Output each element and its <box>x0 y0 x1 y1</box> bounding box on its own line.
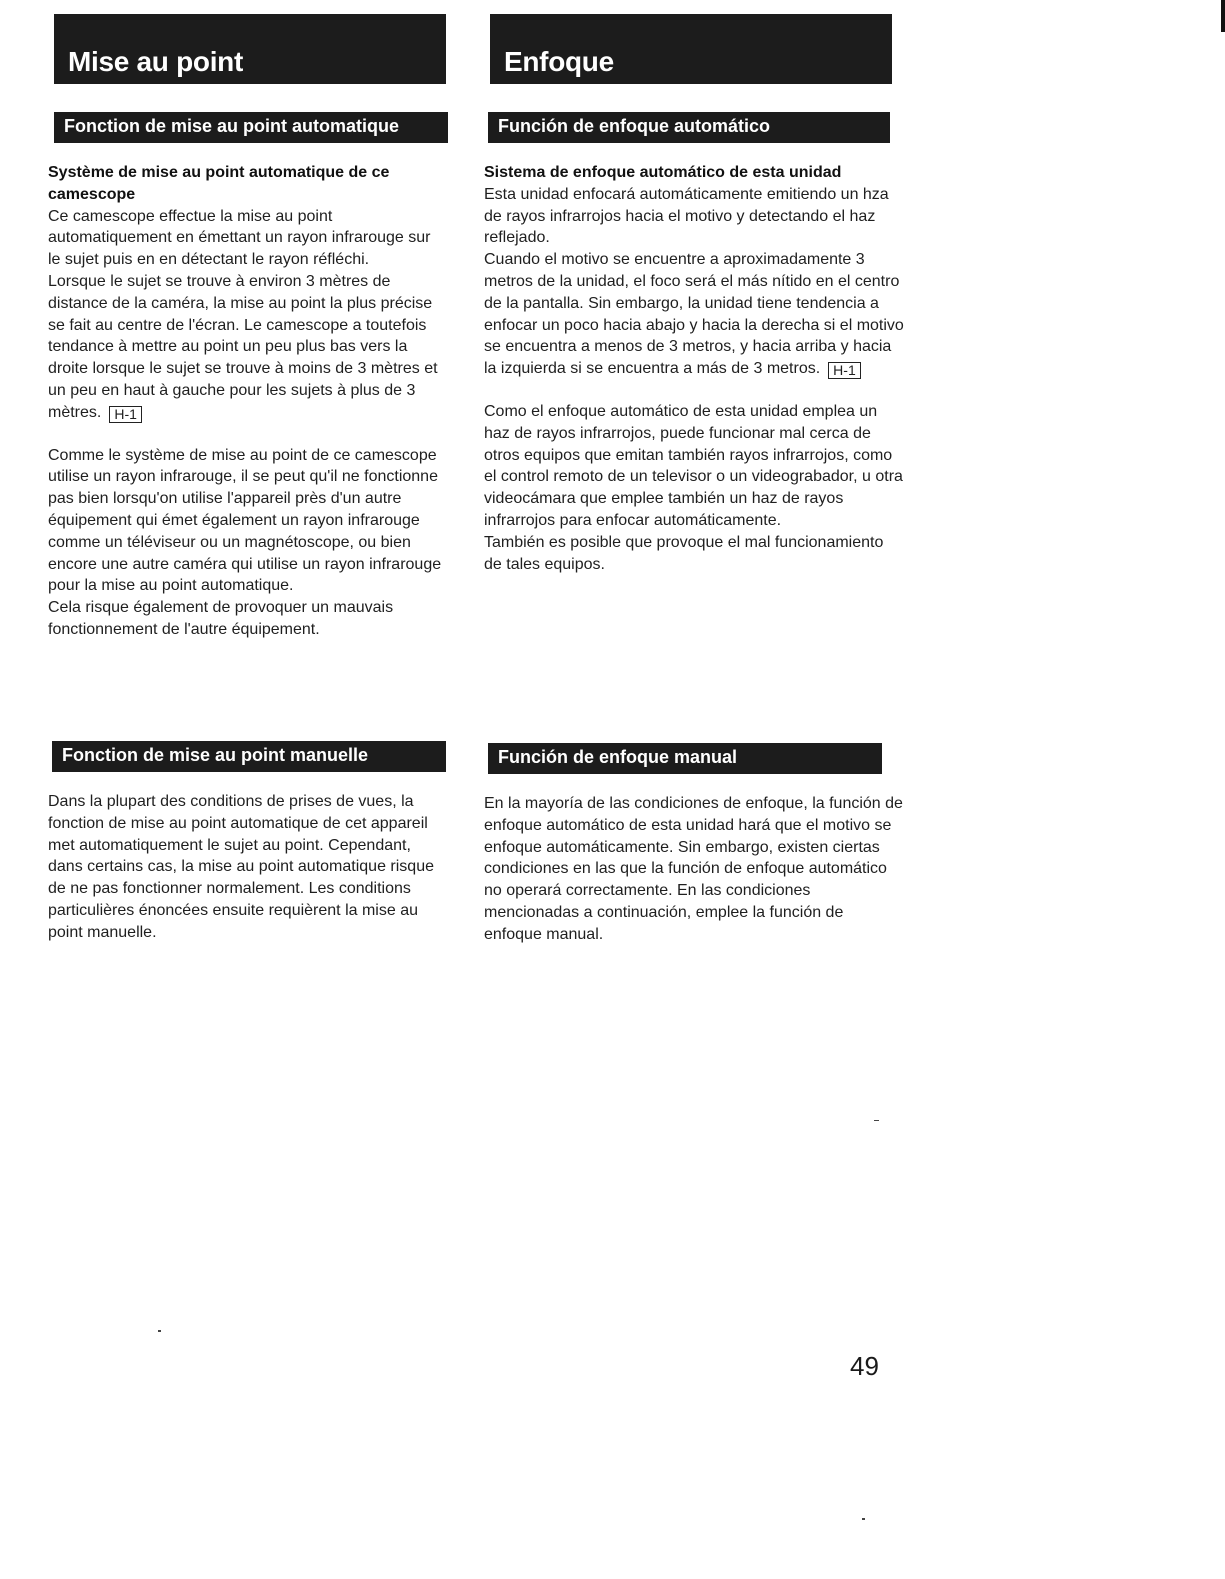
spanish-manual-focus-heading: Función de enfoque manual <box>498 747 738 767</box>
spanish-reference-box: H-1 <box>828 362 861 379</box>
french-auto-paragraph-1: Ce camescope effectue la mise au point automatiquement en émettant un rayon infrarouge sur le sujet puis en en détectant le rayon réfléchi. <box>48 207 431 269</box>
spanish-auto-focus-text <box>484 162 904 575</box>
spanish-title-bar <box>490 14 892 84</box>
french-auto-paragraph-2-text: Lorsque le sujet se trouve à environ 3 mètres de distance de la caméra, la mise au point la plus précise se fait au centre de l'écran. Le camescope a toutefois tendance à mettre au point un peu plus bas vers la droite lorsque le sujet se trouve à moins de 3 mètres et un peu en haut à gauche pour les sujets à plus de 3 mètres. <box>48 272 438 421</box>
french-page-title: Mise au point <box>68 46 243 77</box>
french-auto-focus-heading: Fonction de mise au point automatique <box>64 116 400 136</box>
scan-speck <box>874 1120 879 1121</box>
french-auto-focus-text <box>48 162 446 641</box>
edge-mark <box>1221 0 1225 32</box>
spanish-auto-subheading: Sistema de enfoque automático de esta unidad <box>484 164 842 181</box>
spanish-auto-paragraph-1: Esta unidad enfocará automáticamente emitiendo un hza de rayos infrarrojos hacia el motivo y detectando el haz reflejado. <box>484 185 889 247</box>
spanish-auto-paragraph-3: Como el enfoque automático de esta unidad emplea un haz de rayos infrarrojos, puede funcionar mal cerca de otros equipos que emitan también rayos infrarrojos, como el control remoto de un televisor o un videograbador, u otra videocámara que emplee también un haz de rayos infrarrojos para enfocar automáticamente. <box>484 402 903 529</box>
french-auto-focus-heading-bar <box>54 112 448 143</box>
spanish-manual-focus-text <box>484 793 904 946</box>
french-auto-paragraph-3: Comme le système de mise au point de ce camescope utilise un rayon infrarouge, il se peut qu'il ne fonctionne pas bien lorsqu'on utilise l'appareil près d'un autre équipement qui émet également un rayon infrarouge comme un téléviseur ou un magnétoscope, ou bien encore une autre caméra qui utilise un rayon infrarouge pour la mise au point automatique. <box>48 446 442 595</box>
spanish-auto-paragraph-2-text: Cuando el motivo se encuentre a aproximadamente 3 metros de la unidad, el foco será el más nítido en el centro de la pantalla. Sin embargo, la unidad tiene tendencia a enfocar un poco hacia abajo y hacia la derecha si el motivo se encuentra a menos de 3 metros, y hacia arriba y hacia la izquierda si se encuentra a más de 3 metros. <box>484 251 904 378</box>
french-reference-box: H-1 <box>109 406 142 423</box>
spanish-auto-paragraph-2 <box>484 249 904 380</box>
french-auto-paragraph-2 <box>48 271 446 424</box>
french-manual-focus-heading-bar <box>52 741 446 772</box>
spanish-manual-paragraph-1: En la mayoría de las condiciones de enfoque, la función de enfoque automático de esta unidad hará que el motivo se enfoque automáticamente. Sin embargo, existen ciertas condiciones en las que la función de enfoque automático no operará correctamente. En las condiciones mencionadas a continuación, emplee la función de enfoque manual. <box>484 795 903 943</box>
spanish-auto-focus-heading-bar <box>488 112 890 143</box>
spanish-auto-focus-heading: Función de enfoque automático <box>498 116 771 136</box>
french-manual-focus-text <box>48 791 446 944</box>
french-auto-subheading: Système de mise au point automatique de ce camescope <box>48 164 390 203</box>
page-number: 49 <box>850 1351 879 1381</box>
spanish-auto-paragraph-4: También es posible que provoque el mal funcionamiento de tales equipos. <box>484 533 884 573</box>
french-auto-paragraph-4: Cela risque également de provoquer un mauvais fonctionnement de l'autre équipement. <box>48 599 394 638</box>
spanish-manual-focus-heading-bar <box>488 743 882 774</box>
french-manual-paragraph-1: Dans la plupart des conditions de prises de vues, la fonction de mise au point automatique de cet appareil met automatiquement le sujet au point. Cependant, dans certains cas, la mise au point automatique risque de ne pas fonctionner normalement. Les conditions particulières énoncées ensuite requièrent la mise au point manuelle. <box>48 793 434 941</box>
scan-speck <box>862 1518 865 1520</box>
scan-speck <box>158 1330 161 1332</box>
french-manual-focus-heading: Fonction de mise au point manuelle <box>62 745 369 765</box>
spanish-page-title: Enfoque <box>504 46 614 77</box>
french-title-bar <box>54 14 446 84</box>
